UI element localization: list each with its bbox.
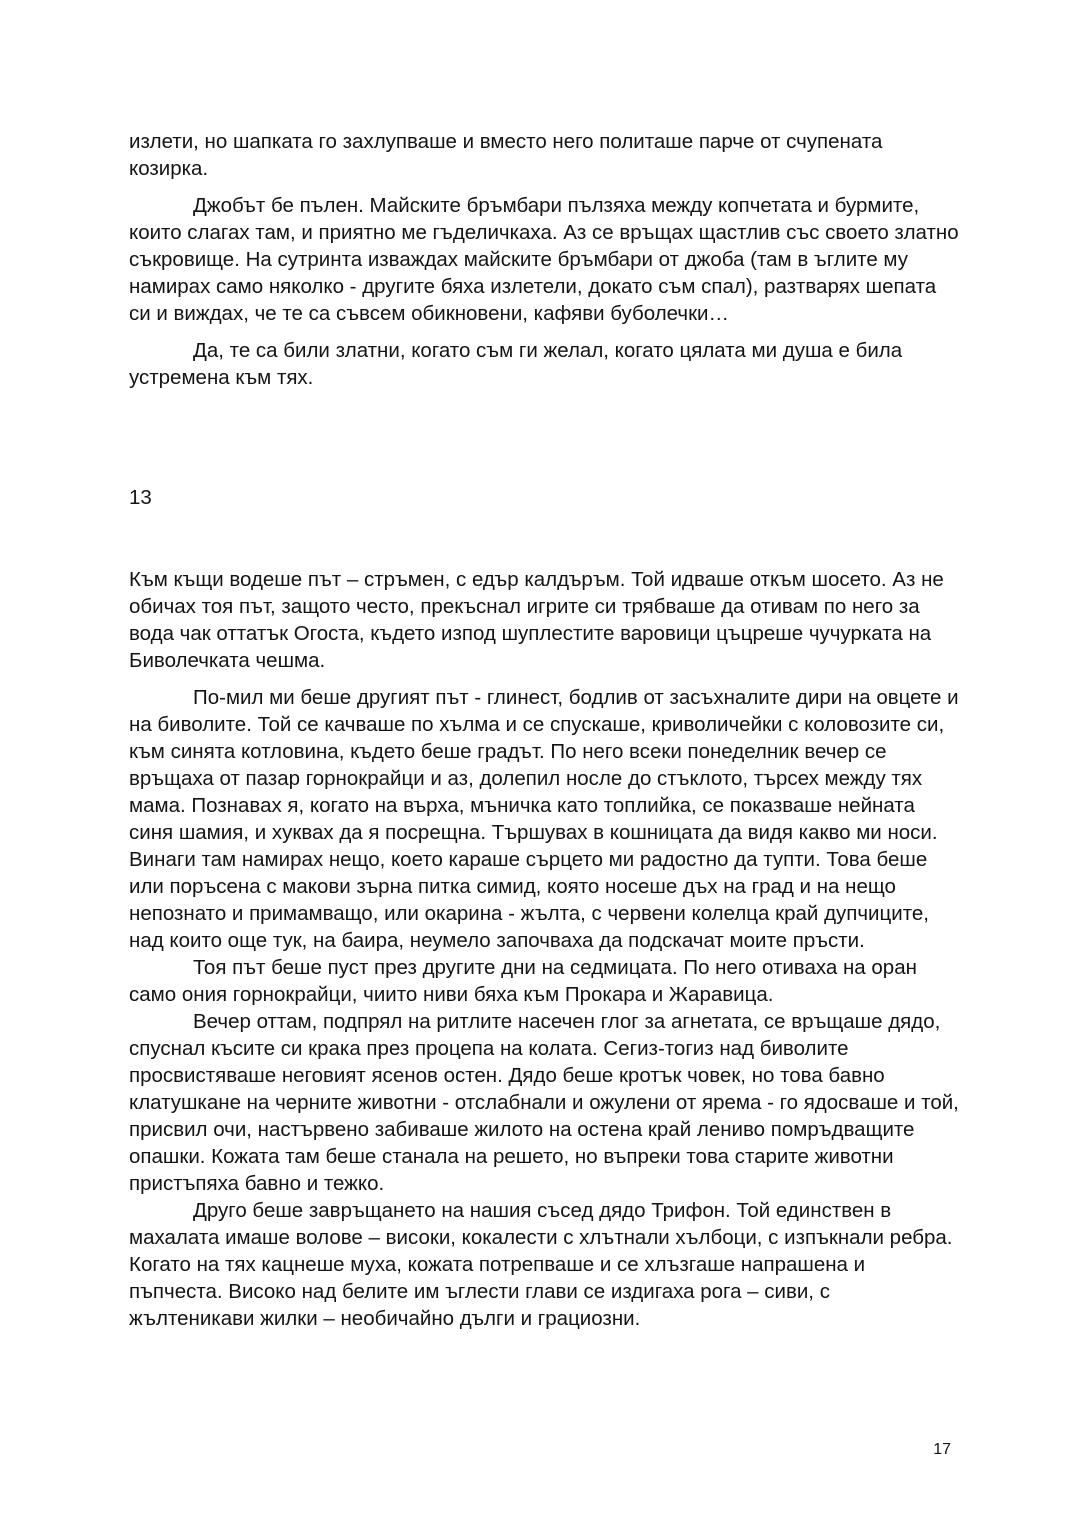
paragraph: Вечер оттам, подпрял на ритлите насечен глог за агнетата, се връщаше дядо, спуснал късите си крака през процепа на колата. Сегиз-тогиз над биволите просвистяваше неговият ясенов остен. Дядо беше кротък човек, но това бавно клатушкане на черните животни - отслабнали и ожулени от ярема - го ядосваше и той, присвил очи, настървено забиваше жилото на остена край лениво помръдващите опашки. Кожата там беше станала на решето, но въпреки това старите животни пристъпяха бавно и тежко. bbox=[129, 1010, 959, 1195]
paragraph: излети, но шапката го захлупваше и вместо него политаше парче от счупената козирка. bbox=[129, 130, 883, 180]
text-block-chapter bbox=[129, 566, 959, 1332]
paragraph: Друго беше завръщането на нашия съсед дядо Трифон. Той единствен в махалата имаше волове – високи, кокалести с хлътнали хълбоци, с изпъкнали ребра. Когато на тях кацнеше муха, кожата потрепваше и се хлъзгаше напрашена и пъпчеста. Високо над белите им ъглести глави се издигаха рога – сиви, с жълтеникави жилки – необичайно дълги и грациозни. bbox=[129, 1199, 953, 1330]
paragraph: Тоя път беше пуст през другите дни на седмицата. По него отиваха на оран само ония горнокрайци, чиито ниви бяха към Прокара и Жаравица. bbox=[129, 956, 917, 1006]
paragraph: По-мил ми беше другият път - глинест, бодлив от засъхналите дири на овцете и на биволите. Той се качваше по хълма и се спускаше, криволичейки с коловозите си, към синята котловина, където беше градът. По него всеки понеделник вечер се връщаха от пазар горнокрайци и аз, долепил носле до стъклото, търсех между тях мама. Познавах я, когато на върха, мъничка като топлийка, се показваше нейната синя шамия, и хуквах да я посрещна. Тършувах в кошницата да видя какво ми носи. Винаги там намирах нещо, което караше сърцето ми радостно да тупти. Това беше или поръсена с макови зърна питка симид, която носеше дъх на град и на нещо непознато и примамващо, или окарина - жълта, с червени колелца край дупчиците, над които още тук, на баира, неумело започваха да подскачат моите пръсти. bbox=[129, 686, 959, 952]
chapter-number: 13 bbox=[129, 486, 152, 509]
paragraph: Да, те са били златни, когато съм ги желал, когато цялата ми душа е била устремена към тях. bbox=[129, 339, 903, 389]
paragraph: Към къщи водеше път – стръмен, с едър калдъръм. Той идваше откъм шосето. Аз не обичах тоя път, защото често, прекъснал игрите си трябваше да отивам по него за вода чак оттатък Огоста, където изпод шуплестите варовици цъцреше чучурката на Биволечката чешма. bbox=[129, 568, 944, 672]
text-block-top bbox=[129, 128, 959, 391]
page-number: 17 bbox=[933, 1441, 951, 1458]
paragraph: Джобът бе пълен. Майските бръмбари пълзяха между копчетата и бурмите, които слагах там, и приятно ме гъделичкаха. Аз се връщах щастлив със своето златно съкровище. На сутринта изваждах майските бръмбари от джоба (там в ъглите му намирах само няколко - другите бяха излетели, докато съм спал), разтварях шепата си и виждах, че те са съвсем обикновени, кафяви буболечки… bbox=[129, 194, 959, 325]
